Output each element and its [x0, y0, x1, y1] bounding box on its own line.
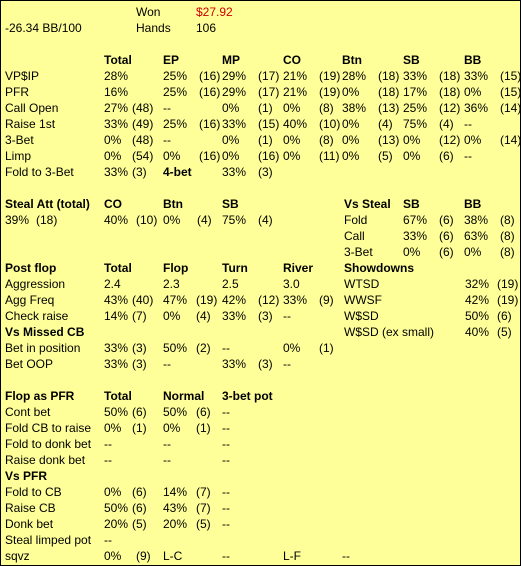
showdown-value: 42% — [465, 293, 490, 307]
preflop-stat-count: (16) — [199, 149, 221, 163]
pfr-value: -- — [104, 437, 112, 451]
postflop-col-total: Total — [104, 261, 132, 275]
preflop-stat-count: (18) — [439, 69, 461, 83]
steal-value: 40% — [104, 213, 129, 227]
preflop-stat-value: 38% — [342, 101, 367, 115]
bb100-value: -26.34 BB/100 — [5, 21, 82, 35]
preflop-stat-value: 33% — [222, 117, 247, 131]
preflop-row-label: Fold to 3-Bet — [5, 165, 74, 179]
vspfr-value: 14% — [163, 485, 188, 499]
showdown-value: 50% — [465, 309, 490, 323]
vs-steal-value: 33% — [403, 229, 428, 243]
preflop-stat-value: 29% — [222, 69, 247, 83]
vspfr-value: 50% — [104, 501, 129, 515]
preflop-stat-value: 25% — [403, 101, 428, 115]
col-header-co: CO — [283, 53, 301, 67]
preflop-stat-count: (16) — [199, 117, 221, 131]
preflop-stat-value: 0% — [163, 149, 181, 163]
pfr-value: 0% — [104, 421, 122, 435]
won-label: Won — [136, 5, 161, 19]
sqvz-cell: L-C — [163, 549, 183, 563]
preflop-stat-count: (11) — [319, 149, 340, 163]
preflop-stat-value: 0% — [342, 149, 360, 163]
postflop-header: Post flop — [5, 261, 57, 275]
pfr-col-header: 3-bet pot — [222, 389, 273, 403]
preflop-stat-count: (15) — [500, 69, 521, 83]
vs-steal-count: (6) — [439, 229, 454, 243]
preflop-stat-value: 36% — [464, 101, 489, 115]
preflop-stat-count: (49) — [132, 117, 154, 131]
showdown-row-label: WTSD — [344, 277, 380, 291]
vs-steal-row-label: 3-Bet — [344, 245, 373, 259]
preflop-stat-value: 33% — [104, 117, 129, 131]
missed-cb-row-label: Bet OOP — [5, 357, 54, 371]
missed-cb-count: (2) — [196, 341, 211, 355]
postflop-value: 2.4 — [104, 277, 121, 291]
preflop-stat-value: 21% — [283, 69, 308, 83]
missed-cb-value: 33% — [104, 341, 129, 355]
showdown-value: 32% — [465, 277, 490, 291]
vspfr-count: (6) — [132, 501, 147, 515]
missed-cb-value: -- — [283, 357, 291, 371]
steal-col-sb: SB — [222, 197, 239, 211]
postflop-value: 3.0 — [283, 277, 300, 291]
steal-count: (4) — [197, 213, 212, 227]
postflop-count: (12) — [258, 293, 280, 307]
postflop-row-label: Check raise — [5, 309, 69, 323]
steal-value: 75% — [222, 213, 247, 227]
vs-steal-count: (6) — [439, 213, 454, 227]
preflop-stat-value: 0% — [342, 117, 360, 131]
sqvz-label: sqvz — [5, 549, 30, 563]
postflop-count: (19) — [196, 293, 218, 307]
preflop-stat-count: (17) — [258, 85, 280, 99]
vs-steal-value: 38% — [464, 213, 489, 227]
postflop-value: 43% — [104, 293, 129, 307]
pfr-count: (6) — [132, 405, 147, 419]
preflop-stat-value: 0% — [464, 133, 482, 147]
preflop-stat-value: 21% — [283, 85, 308, 99]
hands-label: Hands — [136, 21, 171, 35]
vspfr-row-label: Raise CB — [5, 501, 56, 515]
postflop-count: (4) — [196, 309, 211, 323]
postflop-row-label: Aggression — [5, 277, 66, 291]
preflop-stat-count: (18) — [378, 69, 400, 83]
preflop-stat-count: (54) — [132, 149, 154, 163]
postflop-value: 0% — [163, 309, 181, 323]
showdown-count: (6) — [497, 309, 512, 323]
pfr-row-label: Fold CB to raise — [5, 421, 92, 435]
preflop-stat-count: (1) — [258, 133, 273, 147]
preflop-stat-count: (3) — [258, 165, 273, 179]
pfr-count: (1) — [196, 421, 211, 435]
vs-steal-count: (6) — [439, 245, 454, 259]
vspfr-row-label: Steal limped pot — [5, 533, 92, 547]
preflop-stat-count: (16) — [258, 149, 280, 163]
postflop-count: (9) — [319, 293, 334, 307]
preflop-stat-value: 33% — [104, 165, 129, 179]
preflop-stat-count: (12) — [439, 101, 461, 115]
preflop-stat-count: (10) — [319, 117, 341, 131]
vspfr-count: (5) — [196, 517, 211, 531]
postflop-row-label: Agg Freq — [5, 293, 55, 307]
postflop-value: 42% — [222, 293, 247, 307]
vs-steal-count: (8) — [500, 229, 515, 243]
col-header-sb: SB — [403, 53, 420, 67]
vs-steal-count: (8) — [500, 245, 515, 259]
preflop-stat-value: 0% — [283, 149, 301, 163]
preflop-stat-count: (13) — [378, 133, 400, 147]
pfr-row-label: Fold to donk bet — [5, 437, 92, 451]
preflop-stat-value: 0% — [403, 133, 421, 147]
preflop-stat-value: 33% — [222, 165, 247, 179]
missed-cb-count: (3) — [132, 357, 147, 371]
preflop-stat-value: 29% — [222, 85, 247, 99]
preflop-stat-value: 0% — [342, 85, 360, 99]
preflop-stat-count: (4) — [439, 117, 454, 131]
preflop-stat-value: 0% — [104, 149, 122, 163]
postflop-value: 47% — [163, 293, 188, 307]
vspfr-count: (7) — [196, 501, 211, 515]
showdown-count: (19) — [497, 293, 519, 307]
preflop-stat-value: -- — [163, 133, 171, 147]
pfr-value: 0% — [163, 421, 181, 435]
preflop-stat-value: 0% — [403, 149, 421, 163]
preflop-stat-count: (48) — [132, 133, 154, 147]
preflop-stat-value: 27% — [104, 101, 129, 115]
vspfr-value: 43% — [163, 501, 188, 515]
preflop-stat-count: (17) — [258, 69, 280, 83]
vs-steal-row-label: Call — [344, 229, 365, 243]
preflop-stat-value: 16% — [104, 85, 129, 99]
preflop-stat-value: 25% — [163, 117, 188, 131]
preflop-stat-value: 0% — [222, 133, 240, 147]
steal-header: Steal Att (total) — [5, 197, 90, 211]
hands-value: 106 — [196, 21, 217, 35]
preflop-row-label: PFR — [5, 85, 29, 99]
sqvz-cell: -- — [342, 549, 350, 563]
col-header-mp: MP — [222, 53, 240, 67]
pfr-count: (1) — [132, 421, 147, 435]
postflop-col-flop: Flop — [163, 261, 189, 275]
preflop-stat-count: (16) — [199, 69, 221, 83]
preflop-stat-value: 25% — [163, 85, 188, 99]
preflop-stat-value: 28% — [104, 69, 129, 83]
vs-steal-count: (8) — [500, 213, 515, 227]
postflop-value: 33% — [222, 309, 247, 323]
preflop-stat-count: (8) — [319, 101, 334, 115]
preflop-stat-value: 17% — [403, 85, 428, 99]
preflop-stat-value: 0% — [342, 133, 360, 147]
preflop-stat-value: 0% — [464, 85, 482, 99]
preflop-row-label: 3-Bet — [5, 133, 34, 147]
missed-cb-count: (3) — [132, 341, 147, 355]
preflop-row-label: Raise 1st — [5, 117, 56, 131]
preflop-row-label: Limp — [5, 149, 32, 163]
preflop-stat-count: (18) — [378, 85, 400, 99]
won-value: $27.92 — [196, 5, 233, 19]
preflop-stat-count: (48) — [132, 101, 154, 115]
preflop-stat-count: (14) — [500, 133, 521, 147]
preflop-stat-count: (6) — [439, 149, 454, 163]
pfr-value: -- — [163, 453, 171, 467]
steal-total-value: 39% — [5, 213, 30, 227]
vspfr-row-label: Donk bet — [5, 517, 54, 531]
preflop-stat-value: 0% — [104, 133, 122, 147]
preflop-row-label: Call Open — [5, 101, 59, 115]
preflop-stat-count: (15) — [258, 117, 280, 131]
steal-value: 0% — [163, 213, 181, 227]
showdown-row-label: WWSF — [344, 293, 382, 307]
pfr-value: -- — [163, 437, 171, 451]
preflop-stat-count: (18) — [439, 85, 461, 99]
pfr-value: -- — [222, 405, 230, 419]
preflop-stat-count: (19) — [319, 69, 341, 83]
steal-col-btn: Btn — [163, 197, 183, 211]
postflop-count: (7) — [132, 309, 147, 323]
showdown-count: (5) — [497, 325, 512, 339]
pfr-col-header: Total — [104, 389, 132, 403]
missed-cb-value: 33% — [104, 357, 129, 371]
postflop-value: -- — [283, 309, 291, 323]
postflop-count: (3) — [258, 309, 273, 323]
preflop-stat-count: (8) — [319, 133, 334, 147]
postflop-col-turn: Turn — [222, 261, 248, 275]
postflop-col-river: River — [283, 261, 314, 275]
vspfr-value: 20% — [163, 517, 188, 531]
missed-cb-value: 33% — [222, 357, 247, 371]
vspfr-value: -- — [222, 517, 230, 531]
fourbet-label: 4-bet — [163, 165, 192, 179]
pfr-value: -- — [222, 453, 230, 467]
preflop-stat-value: -- — [163, 101, 171, 115]
vs-steal-header: Vs Steal — [344, 197, 391, 211]
preflop-stat-count: (3) — [132, 165, 147, 179]
vs-steal-value: 0% — [464, 245, 482, 259]
showdown-count: (19) — [497, 277, 519, 291]
preflop-stat-value: 0% — [283, 101, 301, 115]
preflop-stat-value: 28% — [342, 69, 367, 83]
missed-cb-value: -- — [222, 341, 230, 355]
pfr-row-label: Raise donk bet — [5, 453, 86, 467]
preflop-stat-value: 75% — [403, 117, 428, 131]
vs-steal-row-label: Fold — [344, 213, 368, 227]
vs-steal-value: 63% — [464, 229, 489, 243]
pfr-value: -- — [222, 437, 230, 451]
vspfr-value: -- — [222, 485, 230, 499]
vspfr-header: Vs PFR — [5, 469, 48, 483]
vspfr-value: 0% — [104, 485, 122, 499]
sqvz-cell: -- — [222, 549, 230, 563]
col-header-bb: BB — [464, 53, 482, 67]
steal-total-count: (18) — [36, 213, 58, 227]
vspfr-value: -- — [104, 533, 112, 547]
preflop-stat-value: 25% — [163, 69, 188, 83]
preflop-stat-value: 0% — [222, 101, 240, 115]
vspfr-count: (7) — [196, 485, 211, 499]
steal-col-co: CO — [104, 197, 122, 211]
col-header-btn: Btn — [342, 53, 362, 67]
pfr-col-header: Normal — [163, 389, 205, 403]
preflop-stat-count: (1) — [258, 101, 273, 115]
preflop-stat-count: (19) — [319, 85, 341, 99]
pfr-count: (6) — [196, 405, 211, 419]
preflop-stat-count: (12) — [439, 133, 461, 147]
vs-steal-col-bb: BB — [464, 197, 482, 211]
sqvz-cell: (9) — [136, 549, 151, 563]
steal-count: (10) — [136, 213, 158, 227]
preflop-stat-value: 40% — [283, 117, 308, 131]
pfr-value: 50% — [104, 405, 129, 419]
vspfr-row-label: Fold to CB — [5, 485, 62, 499]
preflop-stat-count: (15) — [500, 85, 521, 99]
preflop-stat-value: -- — [464, 149, 472, 163]
missed-cb-value: 50% — [163, 341, 188, 355]
preflop-stat-value: -- — [464, 117, 472, 131]
preflop-stat-value: 0% — [283, 133, 301, 147]
preflop-stat-count: (16) — [199, 85, 221, 99]
preflop-row-label: VP$IP — [5, 69, 40, 83]
pfr-row-label: Cont bet — [5, 405, 51, 419]
missed-cb-count: (3) — [258, 357, 273, 371]
postflop-value: 33% — [283, 293, 308, 307]
missed-cb-row-label: Bet in position — [5, 341, 81, 355]
preflop-stat-value: 0% — [222, 149, 240, 163]
missed-cb-header: Vs Missed CB — [5, 325, 85, 339]
showdown-value: 40% — [465, 325, 490, 339]
vspfr-value: -- — [222, 501, 230, 515]
showdown-row-label: W$SD (ex small) — [344, 325, 435, 339]
pfr-value: -- — [222, 421, 230, 435]
preflop-stat-value: 33% — [403, 69, 428, 83]
steal-count: (4) — [258, 213, 273, 227]
vs-steal-value: 67% — [403, 213, 428, 227]
missed-cb-value: 0% — [283, 341, 301, 355]
preflop-stat-count: (14) — [500, 101, 521, 115]
col-header-ep: EP — [163, 53, 180, 67]
postflop-value: 2.3 — [163, 277, 180, 291]
preflop-stat-count: (4) — [378, 117, 393, 131]
showdowns-header: Showdowns — [344, 261, 414, 275]
pfr-header: Flop as PFR — [5, 389, 75, 403]
vspfr-count: (6) — [132, 485, 147, 499]
preflop-stat-count: (13) — [378, 101, 400, 115]
vs-steal-value: 0% — [403, 245, 421, 259]
pfr-value: 50% — [163, 405, 188, 419]
pfr-value: -- — [104, 453, 112, 467]
showdown-row-label: W$SD — [344, 309, 379, 323]
vspfr-count: (5) — [132, 517, 147, 531]
sqvz-cell: L-F — [283, 549, 301, 563]
missed-cb-count: (1) — [319, 341, 334, 355]
preflop-stat-value: 33% — [464, 69, 489, 83]
preflop-stat-count: (5) — [378, 149, 393, 163]
postflop-value: 14% — [104, 309, 129, 323]
postflop-count: (40) — [132, 293, 154, 307]
missed-cb-value: -- — [163, 357, 171, 371]
vs-steal-col-sb: SB — [403, 197, 420, 211]
postflop-value: 2.5 — [222, 277, 239, 291]
sqvz-cell: 0% — [104, 549, 122, 563]
col-header-total: Total — [104, 53, 132, 67]
vspfr-value: 20% — [104, 517, 129, 531]
